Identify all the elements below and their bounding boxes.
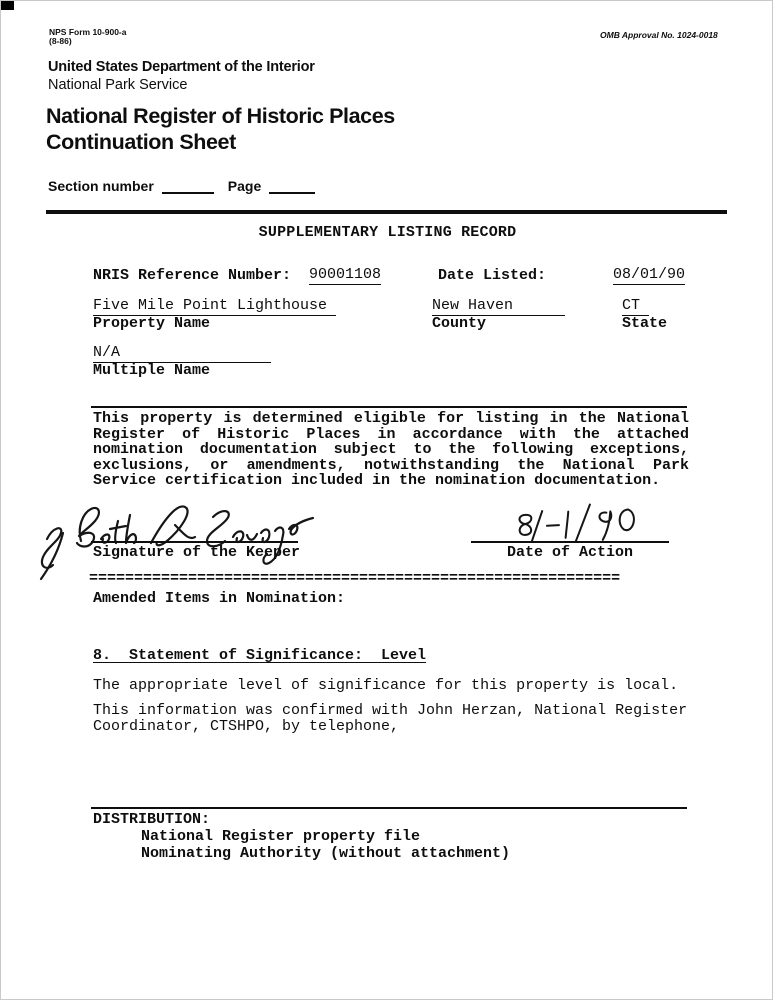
date-of-action-line <box>471 541 669 543</box>
distribution-rule <box>91 807 687 809</box>
date-listed-label: Date Listed: <box>438 267 547 284</box>
property-name-label: Property Name <box>93 315 211 332</box>
significance-para-2: This information was confirmed with John Herzan, National Register Coordinator, CTSHPO, by telephone, <box>93 702 688 735</box>
omb-approval: OMB Approval No. 1024-0018 <box>600 30 718 40</box>
supplementary-heading: SUPPLEMENTARY LISTING RECORD <box>258 224 517 241</box>
header-rule <box>46 210 727 214</box>
state-label: State <box>622 315 668 332</box>
property-name-value: Five Mile Point Lighthouse <box>93 298 336 316</box>
certification-rule <box>91 406 687 408</box>
signature-line <box>91 541 298 543</box>
signature-of-keeper-label: Signature of the Keeper <box>93 544 301 561</box>
form-number: NPS Form 10-900-a <box>49 27 127 37</box>
page-label: Page <box>227 178 262 194</box>
section-number-blank <box>162 179 214 194</box>
county-label: County <box>432 315 487 332</box>
nris-reference-label: NRIS Reference Number: <box>93 267 292 284</box>
distribution-item: National Register property file <box>141 828 421 845</box>
distribution-heading: DISTRIBUTION: <box>93 811 211 828</box>
multiple-name-label: Multiple Name <box>93 362 211 379</box>
document-title-line2: Continuation Sheet <box>46 130 236 154</box>
distribution-item: Nominating Authority (without attachment) <box>141 845 511 862</box>
form-revision: (8-86) <box>49 36 72 46</box>
page-blank <box>269 179 315 194</box>
equals-divider: =========================================================== <box>89 570 621 587</box>
date-of-action-label: Date of Action <box>506 544 634 561</box>
county-value: New Haven <box>432 298 565 316</box>
multiple-name-value: N/A <box>93 345 271 363</box>
department-name: United States Department of the Interior <box>48 59 315 75</box>
scan-artifact-corner <box>1 1 14 10</box>
document-title-line1: National Register of Historic Places <box>46 104 395 128</box>
keeper-signature-handwriting <box>35 497 335 581</box>
section-number-label: Section number <box>48 178 154 194</box>
amended-items-label: Amended Items in Nomination: <box>93 590 346 607</box>
nris-reference-value: 90001108 <box>309 266 382 283</box>
certification-text: This property is determined eligible for listing in the National Register of Historic Places in accordance with the attached nomination documentation subject to the following exceptions, exclusions, or amendments, notwithstanding the National Park Service certification included in the nomination documentation. <box>93 410 689 490</box>
state-value: CT <box>622 298 649 316</box>
significance-para-1: The appropriate level of significance for this property is local. <box>93 677 679 694</box>
significance-heading: 8. Statement of Significance: Level <box>93 647 427 664</box>
date-listed-value: 08/01/90 <box>613 266 686 283</box>
agency-name: National Park Service <box>48 77 188 93</box>
